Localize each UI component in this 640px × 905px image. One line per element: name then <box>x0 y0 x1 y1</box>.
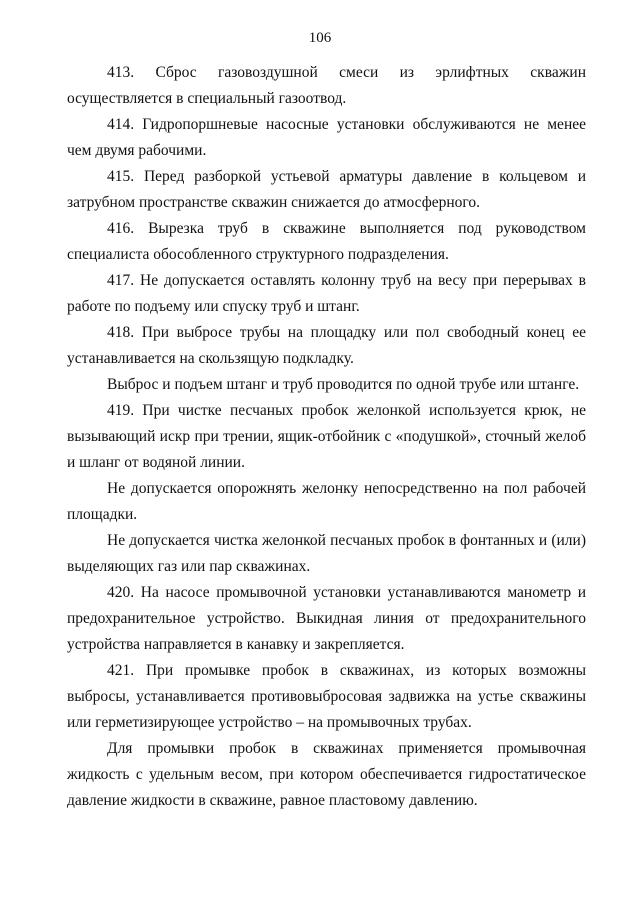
paragraph-419-prohibition-2: Не допускается чистка желонкой песчаных пробок в фонтанных и (или) выделяющих газ или пар скважинах. <box>67 532 586 575</box>
document-body <box>67 60 586 814</box>
paragraph-419-prohibition-1: Не допускается опорожнять желонку непосредственно на пол рабочей площадки. <box>67 480 586 523</box>
paragraph-417: 417. Не допускается оставлять колонну труб на весу при перерывах в работе по подъему или спуску труб и штанг. <box>67 272 586 315</box>
paragraph-415: 415. Перед разборкой устьевой арматуры давление в кольцевом и затрубном пространстве скважин снижается до атмосферного. <box>67 168 586 211</box>
paragraph-418-continuation: Выброс и подъем штанг и труб проводится по одной трубе или штанге. <box>107 376 580 393</box>
paragraph-421: 421. При промывке пробок в скважинах, из которых возможны выбросы, устанавливается противовыбросовая задвижка на устье скважины или герметизирующее устройство – на промывочных трубах. <box>67 662 586 731</box>
paragraph-419: 419. При чистке песчаных пробок желонкой используется крюк, не вызывающий искр при трении, ящик-отбойник с «подушкой», сточный желоб и шланг от водяной линии. <box>67 402 586 471</box>
page-number: 106 <box>308 30 332 46</box>
paragraph-414: 414. Гидропоршневые насосные установки обслуживаются не менее чем двумя рабочими. <box>67 116 586 159</box>
paragraph-416: 416. Вырезка труб в скважине выполняется под руководством специалиста обособленного структурного подразделения. <box>67 220 586 263</box>
paragraph-421-continuation: Для промывки пробок в скважинах применяется промывочная жидкость с удельным весом, при котором обеспечивается гидростатическое давление жидкости в скважине, равное пластовому давлению. <box>67 740 586 809</box>
paragraph-413: 413. Сброс газовоздушной смеси из эрлифтных скважин осуществляется в специальный газоотвод. <box>67 64 586 107</box>
paragraph-418: 418. При выбросе трубы на площадку или пол свободный конец ее устанавливается на скользящую подкладку. <box>67 324 586 367</box>
paragraph-420: 420. На насосе промывочной установки устанавливаются манометр и предохранительное устройство. Выкидная линия от предохранительного устройства направляется в канавку и закрепляется. <box>67 584 586 653</box>
